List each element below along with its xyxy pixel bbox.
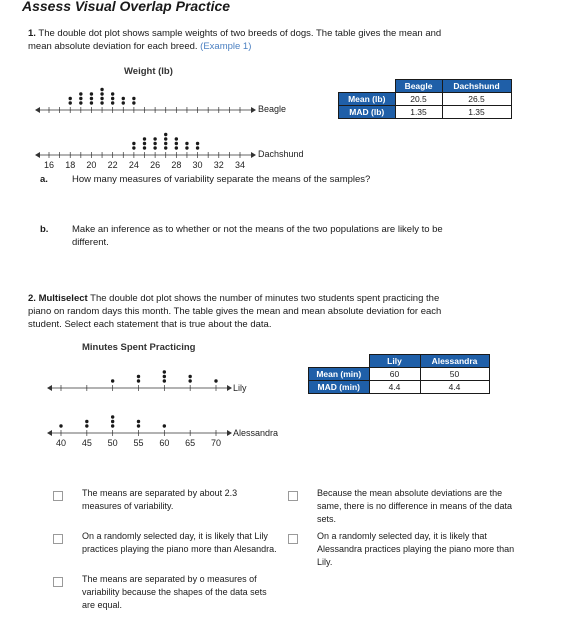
- data-dot: [163, 370, 166, 373]
- data-dot: [143, 142, 146, 145]
- data-dot: [132, 142, 135, 145]
- part-a-label: a.: [40, 174, 48, 185]
- data-dot: [111, 379, 114, 382]
- data-dot: [185, 142, 188, 145]
- tick-label: 70: [210, 438, 222, 448]
- option-text-5: The means are separated by o measures of variability because the shapes of the data sets are equal.: [82, 574, 267, 610]
- table-row-label: MAD (lb): [339, 106, 396, 119]
- table-cell: 26.5: [442, 93, 511, 106]
- question-number: 1.: [28, 28, 36, 39]
- data-dot: [163, 375, 166, 378]
- data-dot: [100, 101, 103, 104]
- tick-label: 45: [81, 438, 92, 448]
- data-dot: [111, 424, 114, 427]
- option-checkbox-5[interactable]: [53, 577, 63, 587]
- data-dot: [164, 137, 167, 140]
- question-2-prompt: [28, 292, 458, 331]
- table-cell: 4.4: [369, 381, 420, 394]
- data-dot: [153, 137, 156, 140]
- tick-label: 28: [171, 160, 182, 170]
- data-dot: [153, 142, 156, 145]
- option-checkbox-3[interactable]: [53, 534, 63, 544]
- data-dot: [111, 415, 114, 418]
- table-cell: 4.4: [420, 381, 489, 394]
- data-dot: [214, 379, 217, 382]
- data-dot: [90, 97, 93, 100]
- option-text-3: On a randomly selected day, it is likely that Lily practices playing the piano more than Alesandra.: [82, 531, 277, 554]
- table-cell: 50: [420, 368, 489, 381]
- data-dot: [164, 133, 167, 136]
- data-dot: [137, 424, 140, 427]
- data-dot: [137, 379, 140, 382]
- tick-label: 18: [65, 160, 76, 170]
- data-dot: [175, 146, 178, 149]
- data-dot: [132, 146, 135, 149]
- data-dot: [85, 420, 88, 423]
- data-dot: [188, 379, 191, 382]
- data-dot: [185, 146, 188, 149]
- data-dot: [79, 92, 82, 95]
- table-header-lily: Lily: [369, 355, 420, 368]
- chart-title: Minutes Spent Practicing: [82, 342, 196, 353]
- table-row-label: Mean (min): [309, 368, 370, 381]
- multiselect-label: Multiselect: [38, 293, 88, 304]
- data-dot: [111, 97, 114, 100]
- tick-label: 22: [107, 160, 118, 170]
- data-dot: [143, 146, 146, 149]
- part-a-text: How many measures of variability separate the means of the samples?: [72, 174, 371, 185]
- alessandra-axis-label: Alessandra: [233, 428, 279, 438]
- data-dot: [137, 420, 140, 423]
- table-cell: 20.5: [395, 93, 442, 106]
- page-title: Assess Visual Overlap Practice: [22, 0, 231, 14]
- tick-label: 34: [234, 160, 246, 170]
- tick-label: 50: [107, 438, 118, 448]
- data-dot: [175, 142, 178, 145]
- data-dot: [100, 92, 103, 95]
- option-checkbox-2[interactable]: [288, 491, 298, 501]
- data-dot: [122, 97, 125, 100]
- data-dot: [132, 101, 135, 104]
- tick-label: 20: [86, 160, 97, 170]
- data-dot: [85, 424, 88, 427]
- table-header-beagle: Beagle: [395, 80, 442, 93]
- axis-arrow: [35, 152, 40, 158]
- data-dot: [163, 424, 166, 427]
- table-row-label: Mean (lb): [339, 93, 396, 106]
- table-row-label: MAD (min): [309, 381, 370, 394]
- axis-arrow: [47, 385, 52, 391]
- data-dot: [111, 92, 114, 95]
- data-dot: [90, 92, 93, 95]
- question-text: The double dot plot shows the number of minutes two students spent practicing the piano on random days this month. The table gives the mean and mean absolute deviation for each student. Select each statement that is true about the data.: [28, 293, 442, 330]
- axis-arrow: [227, 430, 232, 436]
- data-dot: [163, 379, 166, 382]
- data-dot: [188, 375, 191, 378]
- tick-label: 24: [128, 160, 139, 170]
- tick-label: 32: [213, 160, 224, 170]
- weight-stats-table: [338, 79, 512, 119]
- example-link[interactable]: (Example 1): [200, 41, 252, 52]
- question-number: 2.: [28, 293, 36, 304]
- table-cell: 60: [369, 368, 420, 381]
- minutes-stats-table: [308, 354, 490, 394]
- data-dot: [196, 146, 199, 149]
- axis-arrow: [47, 430, 52, 436]
- data-dot: [153, 146, 156, 149]
- option-text-4: On a randomly selected day, it is likely that Alessandra practices playing the piano more than Lily.: [317, 531, 515, 567]
- lily-axis-label: Lily: [233, 383, 247, 393]
- table-header-alessandra: Alessandra: [420, 355, 489, 368]
- option-checkbox-1[interactable]: [53, 491, 63, 501]
- tick-label: 60: [159, 438, 170, 448]
- question-1-prompt: [28, 27, 448, 53]
- axis-arrow: [251, 152, 256, 158]
- option-text-1: The means are separated by about 2.3 measures of variability.: [82, 488, 238, 511]
- beagle-axis-label: Beagle: [258, 104, 287, 114]
- data-dot: [69, 97, 72, 100]
- data-dot: [175, 137, 178, 140]
- data-dot: [90, 101, 93, 104]
- option-text-2: Because the mean absolute deviations are the same, there is no difference in means of the data sets.: [317, 488, 512, 524]
- data-dot: [196, 142, 199, 145]
- data-dot: [79, 101, 82, 104]
- tick-label: 16: [43, 160, 55, 170]
- data-dot: [59, 424, 62, 427]
- chart-title: Weight (lb): [124, 66, 173, 77]
- tick-label: 65: [185, 438, 196, 448]
- question-text: The double dot plot shows sample weights of two breeds of dogs. The table gives the mean and mean absolute deviation for each breed.: [28, 28, 442, 52]
- tick-label: 55: [133, 438, 144, 448]
- data-dot: [100, 88, 103, 91]
- table-header-dachshund: Dachshund: [442, 80, 511, 93]
- data-dot: [122, 101, 125, 104]
- dachshund-axis-label: Dachshund: [258, 149, 304, 159]
- part-b-text: Make an inference as to whether or not the means of the two populations are likely to be different.: [72, 224, 443, 248]
- data-dot: [132, 97, 135, 100]
- data-dot: [111, 101, 114, 104]
- tick-label: 30: [192, 160, 203, 170]
- data-dot: [164, 142, 167, 145]
- data-dot: [79, 97, 82, 100]
- data-dot: [137, 375, 140, 378]
- data-dot: [143, 137, 146, 140]
- data-dot: [100, 97, 103, 100]
- tick-label: 26: [150, 160, 161, 170]
- table-cell: 1.35: [395, 106, 442, 119]
- data-dot: [69, 101, 72, 104]
- axis-arrow: [227, 385, 232, 391]
- minutes-dot-plot: [30, 355, 240, 455]
- data-dot: [111, 420, 114, 423]
- axis-arrow: [35, 107, 40, 113]
- table-cell: 1.35: [442, 106, 511, 119]
- axis-arrow: [251, 107, 256, 113]
- data-dot: [164, 146, 167, 149]
- tick-label: 40: [55, 438, 67, 448]
- option-checkbox-4[interactable]: [288, 534, 298, 544]
- part-b-label: b.: [40, 224, 49, 235]
